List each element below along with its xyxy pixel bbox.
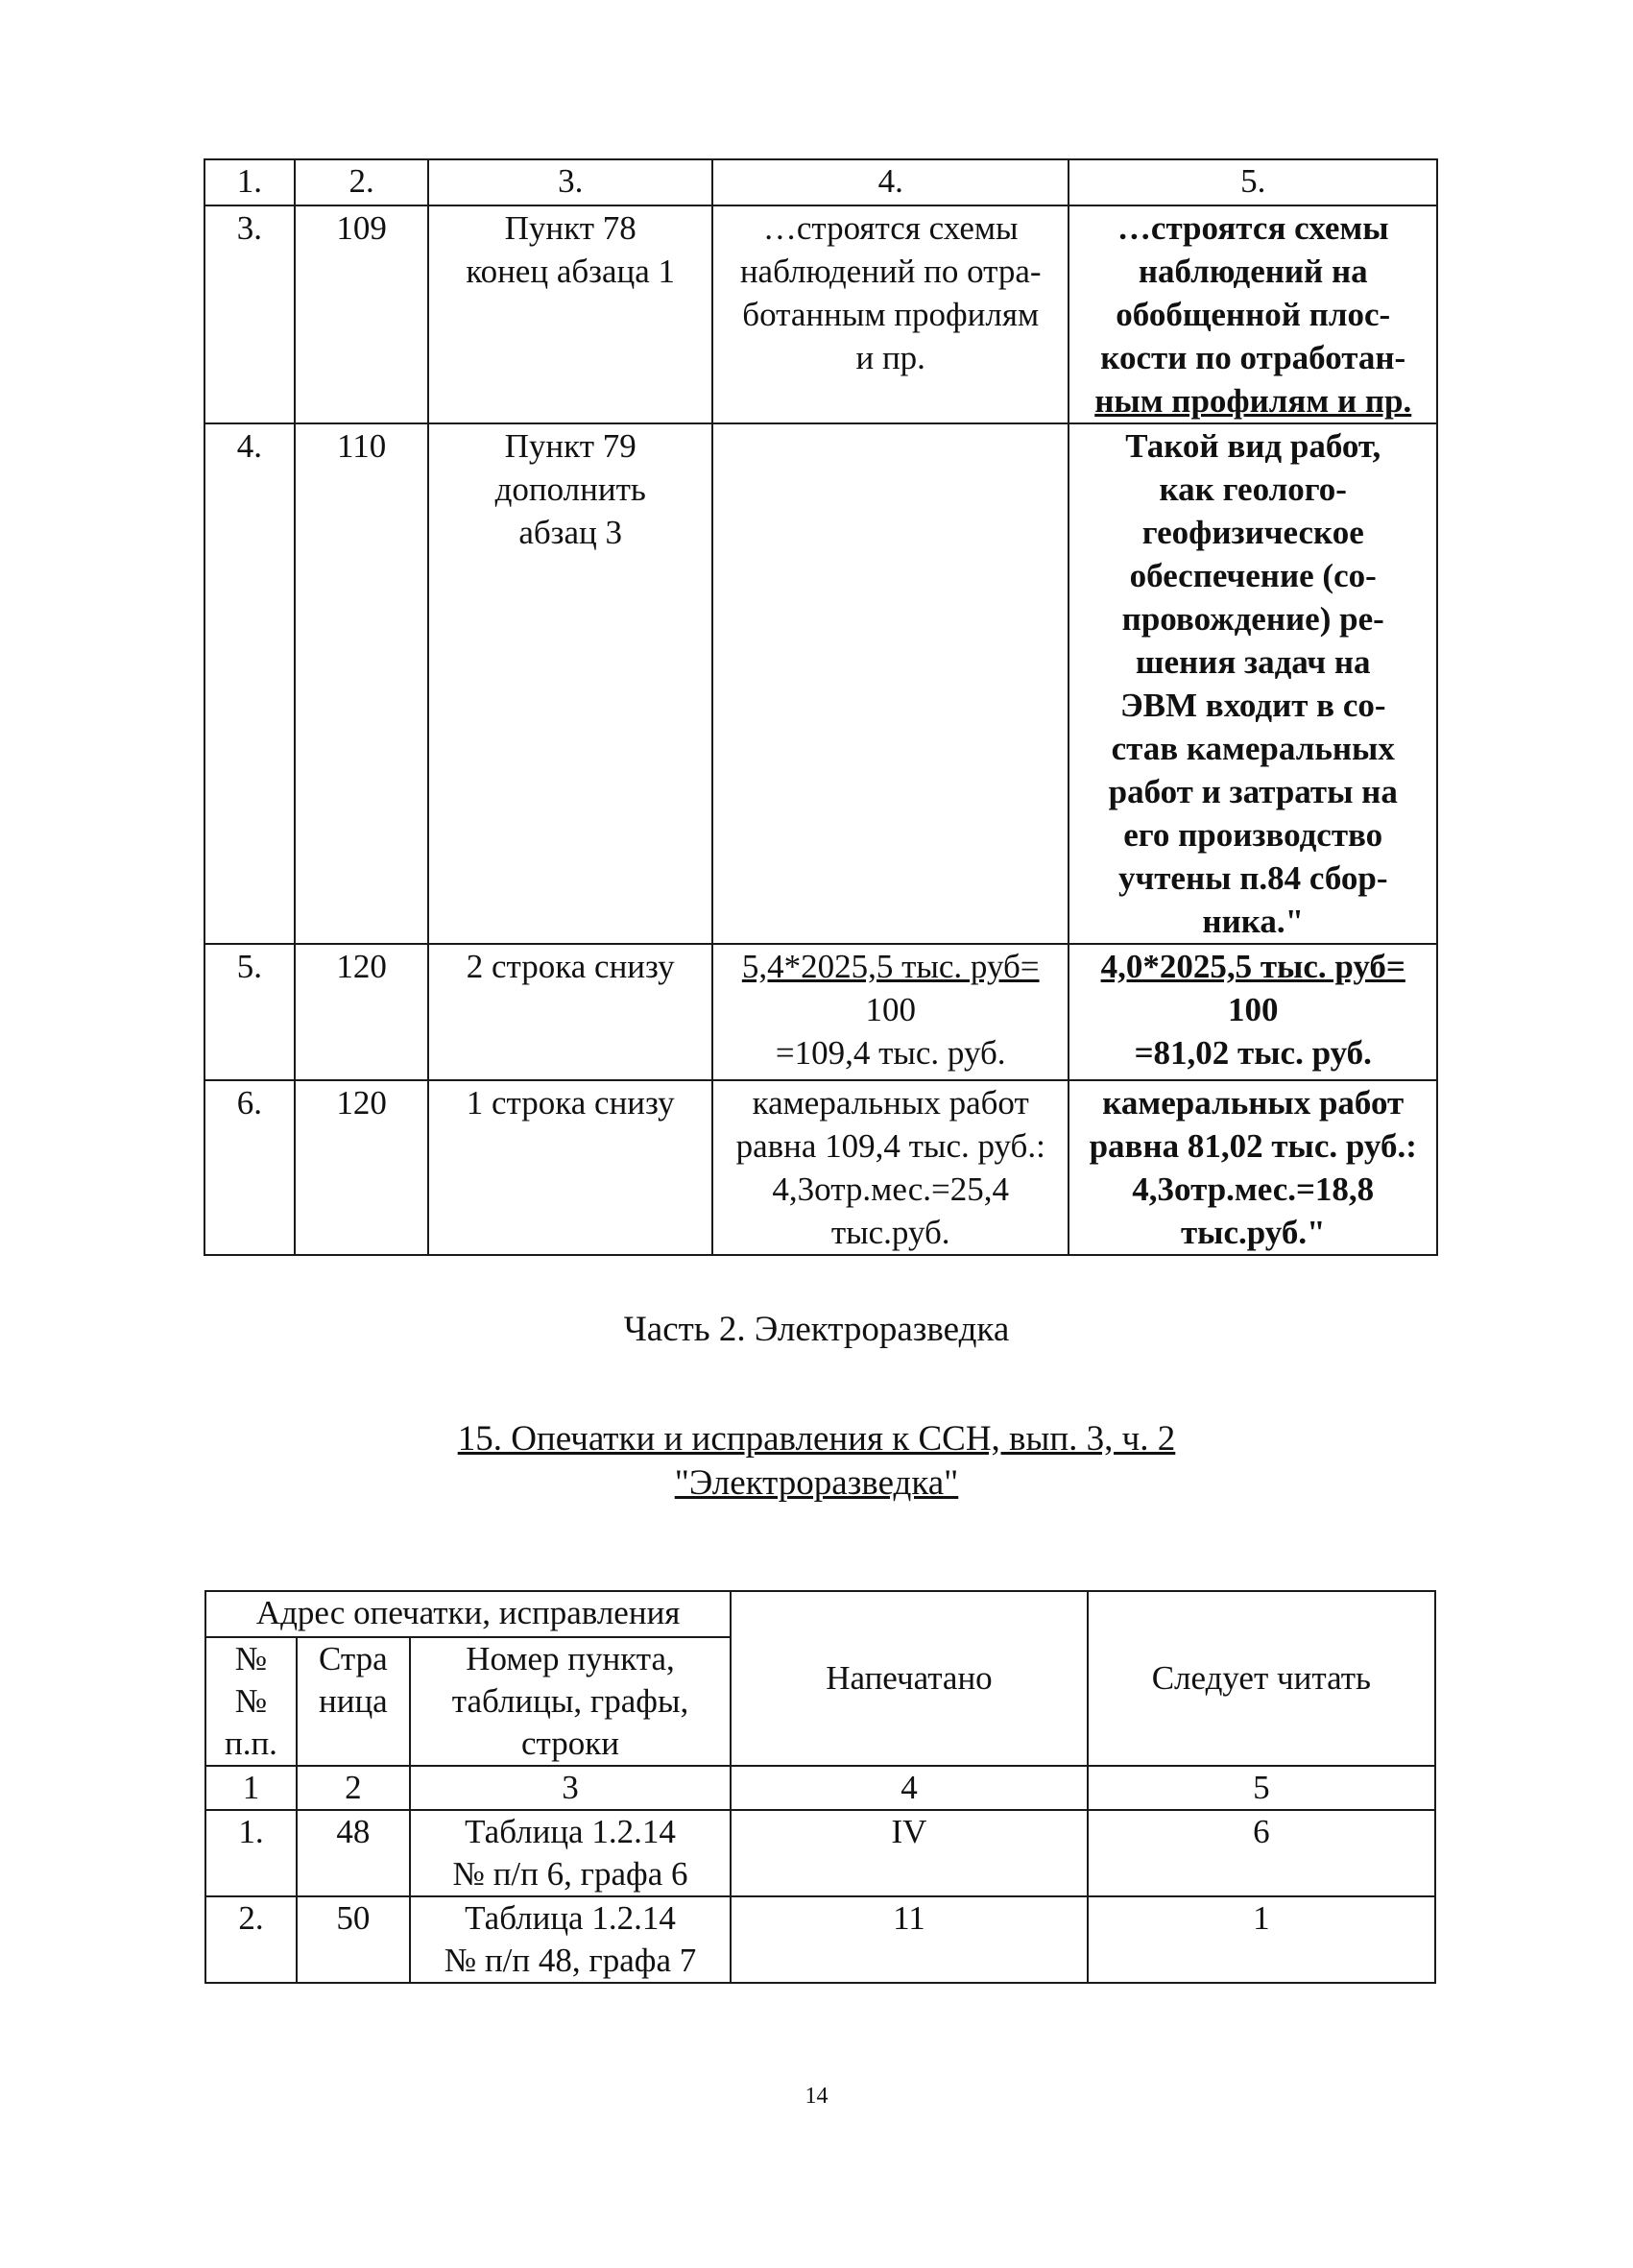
header-cell: 3. (428, 159, 711, 205)
no-header: № № п.п. (205, 1637, 297, 1766)
printed-header: Напечатано (731, 1591, 1087, 1766)
header-cell: 4. (712, 159, 1069, 205)
header-cell: 5. (1069, 159, 1437, 205)
page-cell: 110 (295, 423, 429, 944)
read-header: Следует читать (1088, 1591, 1435, 1766)
table-row (205, 1896, 1435, 1983)
table-row (204, 423, 1437, 944)
column-number: 3 (410, 1766, 731, 1810)
row-number: 4. (204, 423, 295, 944)
row-number: 3. (204, 205, 295, 423)
page-header: Стра ница (297, 1637, 410, 1766)
printed-cell: камеральных работ равна 109,4 тыс. руб.: 4,3отр.мес.=25,4 тыс.руб. (712, 1080, 1069, 1255)
table-row (204, 205, 1437, 423)
correct-cell: 1 (1088, 1896, 1435, 1983)
correct-cell: Такой вид работ, как геолого- геофизическое обеспечение (со- провождение) ре- шения задач на ЭВМ входит в со- став камеральных работ и затраты на его производство учтены п.84 сбор- ника." (1069, 423, 1437, 944)
item-header: Номер пункта, таблицы, графы, строки (410, 1637, 731, 1766)
printed-cell: 11 (731, 1896, 1087, 1983)
location-cell: 2 строка снизу (428, 944, 711, 1080)
column-number: 2 (297, 1766, 410, 1810)
group-header: Адрес опечатки, исправления (205, 1591, 731, 1637)
table-row (204, 1080, 1437, 1255)
errata-table-electro (204, 1590, 1436, 1984)
column-number: 4 (731, 1766, 1087, 1810)
correct-cell: 4,0*2025,5 тыс. руб= 100 =81,02 тыс. руб. (1069, 944, 1437, 1080)
table-row (205, 1810, 1435, 1896)
page-cell: 109 (295, 205, 429, 423)
section-title: 15. Опечатки и исправления к ССН, вып. 3, ч. 2 "Электроразведка" (457, 1419, 1176, 1503)
row-number: 6. (204, 1080, 295, 1255)
printed-cell (712, 423, 1069, 944)
location-cell: Таблица 1.2.14 № п/п 6, графа 6 (410, 1810, 731, 1896)
table-header-row (205, 1591, 1435, 1637)
location-cell: Пункт 79 дополнить абзац 3 (428, 423, 711, 944)
column-number: 5 (1088, 1766, 1435, 1810)
printed-cell: IV (731, 1810, 1087, 1896)
page-cell: 48 (297, 1810, 410, 1896)
location-cell: Пункт 78 конец абзаца 1 (428, 205, 711, 423)
header-cell: 1. (204, 159, 295, 205)
correct-cell: 6 (1088, 1810, 1435, 1896)
column-number-row (205, 1766, 1435, 1810)
table-row (204, 944, 1437, 1080)
printed-cell: …строятся схемы наблюдений по отра- ботанным профилям и пр. (712, 205, 1069, 423)
page-cell: 120 (295, 1080, 429, 1255)
location-cell: 1 строка снизу (428, 1080, 711, 1255)
correct-cell: …строятся схемы наблюдений на обобщенной плос- кости по отработан- ным профилям и пр. (1069, 205, 1437, 423)
printed-cell: 5,4*2025,5 тыс. руб= 100 =109,4 тыс. руб. (712, 944, 1069, 1080)
errata-table-continued (204, 158, 1438, 1256)
row-number: 2. (205, 1896, 297, 1983)
table-header-row (204, 159, 1437, 205)
column-number: 1 (205, 1766, 297, 1810)
location-cell: Таблица 1.2.14 № п/п 48, графа 7 (410, 1896, 731, 1983)
row-number: 5. (204, 944, 295, 1080)
page-number: 14 (804, 2084, 829, 2109)
part-title: Часть 2. Электроразведка (623, 1310, 1010, 1349)
header-cell: 2. (295, 159, 429, 205)
correct-cell: камеральных работ равна 81,02 тыс. руб.: 4,3отр.мес.=18,8 тыс.руб." (1069, 1080, 1437, 1255)
page-cell: 50 (297, 1896, 410, 1983)
page-cell: 120 (295, 944, 429, 1080)
row-number: 1. (205, 1810, 297, 1896)
